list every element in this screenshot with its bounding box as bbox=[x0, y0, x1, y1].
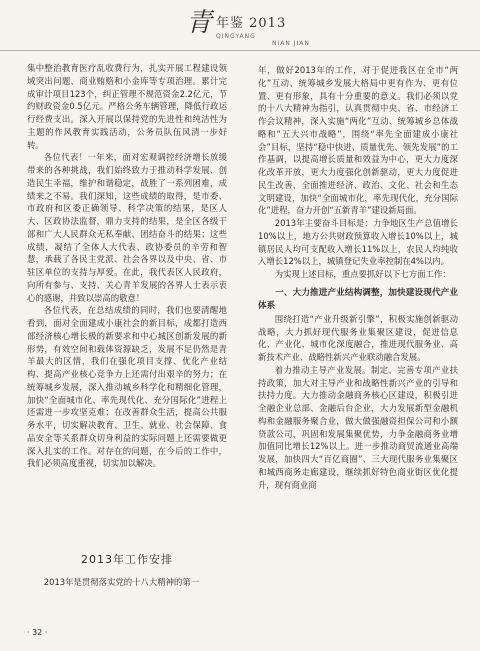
acknowledgement-paragraph: 各位代表！一年来，面对宏观调控经济增长放缓带来的各种挑战，我们始终致力于推动科学发展、创造民生幸福，维护和谐稳定，战胜了一系列困难，成绩来之不易。我们深知，这些成绩的取得，是市委、市政府和区委正确领导、科学决策的结果，是区人大、区政协法监督，鼎力支持的结果，是全区各级干部和广大人民群众无私奉献、团结奋斗的结果；这些成绩，凝结了全体人大代表、政协委员的辛劳和智慧，承载了各民主党派、社会各界以及中央、省、市驻区单位的支持与厚爱。在此，我代表区人民政府，向所有参与、支持、关心青羊发展的各界人士表示衷心的感谢，并致以崇高的敬意！ bbox=[27, 152, 227, 303]
page-header bbox=[0, 0, 480, 52]
subheading-industry-structure: 一、大力推进产业结构调整，加快建设现代产业体系 bbox=[258, 287, 458, 311]
left-column bbox=[27, 62, 227, 470]
right-column bbox=[258, 64, 458, 491]
right-continuation-paragraph: 年，做好2013年的工作，对于促进我区在全市“两化”互动、统筹城乡发展大格局中更有作为、更有位置、更有形象，具有十分重要的意义。我们必须以党的十八大精神为指引，认真贯彻中央、省、市经济工作会议精神，深入实施“两化”互动、统筹城乡总体战略和“五大兴市战略”，围绕“率先全面建成小康社会”目标，坚持“稳中快进、质量优先、领先发展”的工作基调，以提高增长质量和效益为中心，更大力度深化改革开放，更大力度强化创新驱动，更大力度促进民生改善，全面推进经济、政治、文化、社会和生态文明建设，加快“全面城市化，率先现代化，充分国际化”进程，奋力开创“五新青羊”建设新局面。 bbox=[258, 65, 458, 216]
logo-pinyin-bottom: NIAN JIAN bbox=[272, 40, 310, 47]
qingyang-yearbook-logo bbox=[186, 6, 316, 50]
logo-pinyin-top: QINGYANG bbox=[216, 33, 256, 40]
left-continuation-paragraph: 集中整治教育医疗乱收费行为，扎实开展工程建设领域突出问题、商业贿赂和小金库等专项治理。累计完成审计项目123个，纠正管理不规范资金2.2亿元，节约财政资金0.5亿元。严格公务车辆管理，降低行政运行经费支出。深入开展以保持党的先进性和纯洁性为主题的作风教育实践活动，公务员队伍风清一步好转。 bbox=[27, 63, 227, 150]
section-intro-paragraph: 2013年是贯彻落实党的十八大精神的第一 bbox=[43, 577, 200, 587]
problems-paragraph: 各位代表，在总结成绩的同时，我们也要清醒地看到，面对全面建成小康社会的新目标，成都打造西部经济核心增长极的新要求和中心城区创新发展的新形势，有效空间和载体资源缺乏，发展不足仍然是青羊最大的区情，我们在强化项目支撑、优化产业结构、提高产业核心竞争力上还需付出艰辛的努力；在统筹城乡发展，深入推动城乡科学化和精细化管理，加快“全面城市化、率先现代化、充分国际化”进程上还需进一步攻坚克难；在改善群众生活，提高公共服务水平，切实解决教育、卫生、就业、社会保障、食品安全等关系群众切身利益的实际问题上还需要做更深入扎实的工作。对存在的问题，在今后的工作中，我们必须高度重视，切实加以解决。 bbox=[27, 305, 227, 469]
tasks-intro-paragraph: 为实现上述目标，重点要抓好以下七方面工作： bbox=[274, 269, 451, 279]
innovation-paragraph: 围绕打造“产业升级新引擎”，积极实施创新驱动战略，大力抓好现代服务业集聚区建设，促进信息化、产业化、城市化深度融合，推进现代服务业、高新技术产业、战略性新兴产业联动融合发展。 bbox=[258, 313, 458, 362]
header-divider bbox=[0, 50, 480, 51]
page-number: · 32 · bbox=[27, 628, 48, 637]
leading-industry-paragraph: 着力推动主导产业发展。制定、完善专项产业扶持政策，加大对主导产业和战略性新兴产业的引导和扶持力度。大力推动金融商务核心区建设，积极引进全融企业总部、金融后台企业，大力发展新型金融机构和金融服务聚合业，做大做强融资担保公司和小额贷款公司，巩固和发展集聚优势，力争金融商务业增加值同比增长12%以上。进一步推动商贸流通业高端发展，加快四大“百亿商圈”、三大现代服务业集聚区和城西商务走廊建设，继续抓好特色商业街区优化提升，现有商业商 bbox=[258, 364, 458, 490]
logo-glyph: 青 bbox=[186, 8, 213, 38]
goals-paragraph: 2013年主要奋斗目标是：力争地区生产总值增长10%以上，地方公共财政预算收入增长10%以上，城镇居民人均可支配收入增长11%以上，农民人均纯收入增长12%以上，城镇登记失业率控制在4%以内。 bbox=[258, 218, 458, 267]
section-heading-2013-plan: 2013年工作安排 bbox=[81, 553, 173, 566]
logo-text: 年鉴 2013 bbox=[216, 16, 287, 31]
section-intro bbox=[27, 576, 227, 589]
